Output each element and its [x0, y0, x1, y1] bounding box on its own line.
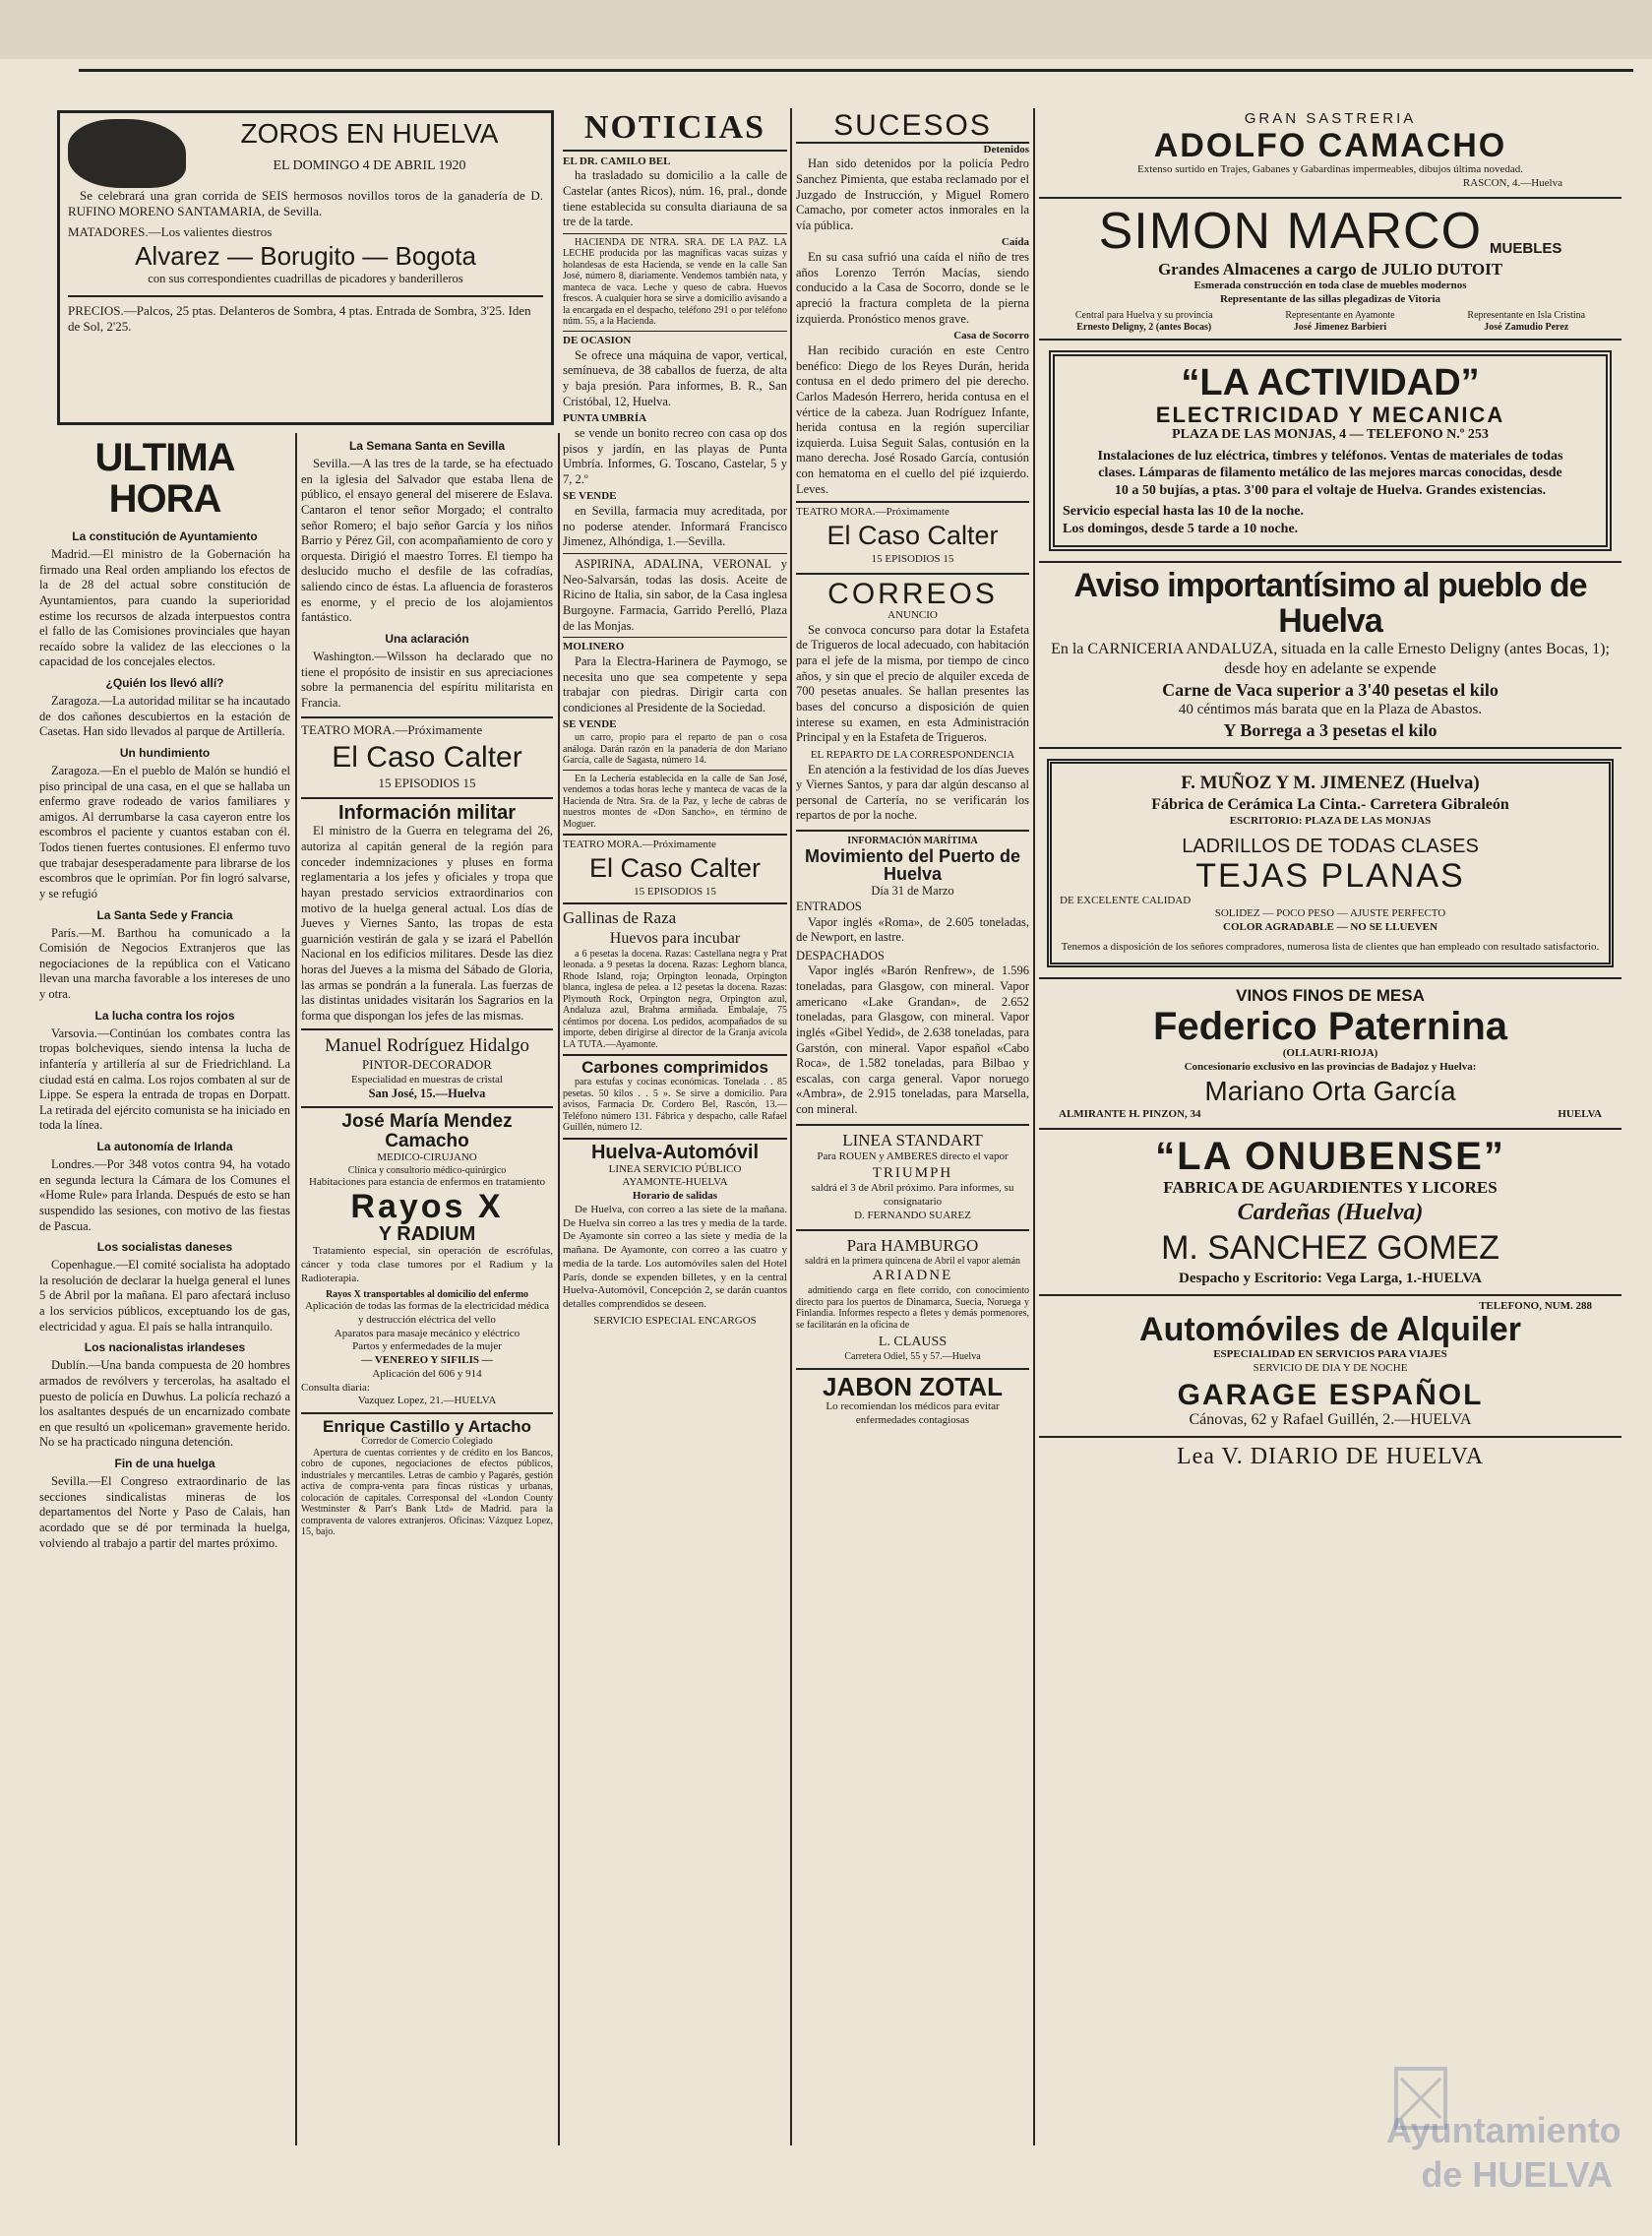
standart-ad [796, 1124, 1029, 1223]
caso-calter-2: El Caso Calter [588, 852, 762, 883]
toros-date: EL DOMINGO 4 DE ABRIL 1920 [273, 158, 466, 174]
ultima-hora-column [39, 433, 290, 2145]
entrados-heading: ENTRADOS [796, 899, 862, 913]
despachados-text: Vapor inglés «Barón Renfrew», de 1.596 toneladas, para Glasgow, con mineral. Vapor americano «Lake Grandan», de 2.652 toneladas, para Glasgow, con mineral. Vapor inglés «Gibel Yedid», de 2.638 toneladas, para Garstón, con mineral. Vapor español «Cabo Roca», de 1.582 toneladas, para Bilbao y escalas, con carga general. Vapor noruego «Ambra», de 2.915 toneladas, para Marsella, con mineral. [796, 963, 1029, 1117]
column-divider [295, 433, 297, 2145]
rouen-text: Para ROUEN y AMBERES directo el vapor [817, 1149, 1009, 1162]
toros-precios: PRECIOS.—Palcos, 25 ptas. Delanteros de Sombra, 4 ptas. Entrada de Sombra, 3'25. Iden de Sol, 2'25. [68, 295, 543, 336]
castillo-ad [301, 1412, 553, 1537]
rayos-domicilio: Rayos X transportables al domicilio del enfermo [325, 1288, 529, 1300]
hamburgo-text: saldrá en la primera quincena de Abril el vapor alemán [804, 1255, 1021, 1267]
ladrillos: LADRILLOS DE TODAS CLASES [1182, 835, 1479, 857]
munoz-jimenez: F. MUÑOZ Y M. JIMENEZ (Huelva) [1181, 773, 1480, 794]
medico-title: MEDICO-CIRUJANO [377, 1150, 477, 1163]
vinos-ad [1039, 977, 1621, 1123]
noticias-title: NOTICIAS [563, 110, 787, 152]
central-label: Central para Huelva y su provincia [1074, 310, 1213, 322]
noticias-column [563, 110, 787, 2147]
linea-servicio: LINEA SERVICIO PÚBLICO [608, 1162, 742, 1175]
ollauri: (OLLAURI-RIOJA) [1282, 1046, 1378, 1059]
onubense-ad [1039, 1128, 1621, 1288]
ocasion-text: Se ofrece una máquina de vapor, vertical, semínueva, de 38 caballos de fuerza, de alta y baja presión. Para informes, B. R., San Cristóbal, 12, Huelva. [563, 347, 787, 408]
toros-ad [57, 110, 554, 425]
gallinas-text: a 6 pesetas la docena. Razas: Castellana negra y Prat leonada. a 9 pesetas la docena. Razas: Leghorn blanca, Rhode Island, roja; Orpington leonada, Orpington blanca, inglesa de pelea. a 12 pesetas la docena. Razas: Plymouth Rock, Orpington negra, Orpington azul, Andaluza azul, Brahma armiñada. Embalaje, 75 céntimos por docena. Los pedidos, acompañados de su importe, deben dirigirse al director de la Granja avícola LA TUTA.—Ayamonte. [563, 948, 787, 1050]
telefono: TELEFONO, NUM. 288 [1479, 1299, 1592, 1312]
rayos-x: Rayos X [350, 1187, 504, 1225]
aclaracion-text: Washington.—Wilsson ha declarado que no tiene el propósito de insistir en sus apreciaciones sobre la permanencia del espíritu militarista en Francia. [301, 649, 553, 710]
despachados-heading: DESPACHADOS [796, 948, 885, 963]
lea-diario [1039, 1436, 1621, 1471]
jabon-ad [796, 1368, 1029, 1428]
hamburgo-ad [796, 1229, 1029, 1363]
onubense: “LA ONUBENSE” [1155, 1135, 1505, 1179]
info-militar-heading: Información militar [337, 802, 517, 825]
column-divider [1033, 108, 1035, 2145]
carbones-ad [563, 1054, 787, 1133]
ocasion-heading: DE OCASION [563, 331, 787, 348]
fabrica-ceramica: Fábrica de Cerámica La Cinta.- Carretera Gibraleón [1151, 796, 1509, 814]
correos-text: Se convoca concurso para dotar la Estafeta de Trigueros de local adecuado, con habitación para el jefe de la misma, por tiempo de cinco años, y sin que el precio de alquiler exceda de 700 pesetas anuales. Se hallan presentes las bases del concurso a disposición de quien interese su examen, en esta Administración Principal y en la Estafeta de Trigueros. [796, 622, 1029, 745]
carniceria-text: En la CARNICERIA ANDALUZA, situada en la calle Ernesto Deligny (antes Bocas, 1); desde hoy en adelante se expende [1051, 640, 1610, 677]
horario-heading: Horario de salidas [632, 1190, 718, 1203]
sucursal1-addr: José Jimenez Barbieri [1293, 321, 1387, 333]
representante: Representante de las sillas plegadizas de Vitoria [1219, 292, 1441, 305]
ultima-title: ULTIMA HORA [94, 436, 235, 521]
serv-dia: SERVICIO DE DIA Y DE NOCHE [1253, 1361, 1408, 1374]
bull-icon [68, 119, 186, 188]
ultima-s5-heading: La lucha contra los rojos [94, 1008, 235, 1023]
ultima-s9: Sevilla.—El Congreso extraordinario de las secciones sindicalistas mineras de los departamentos del Norte y Paso de Calais, han acordado que se dé por terminada la huelga, volviendo al trabajo a partir del martes próximo. [39, 1474, 290, 1550]
escritorio: ESCRITORIO: PLAZA DE LAS MONJAS [1229, 815, 1432, 828]
ultima-s8: Dublín.—Una banda compuesta de 20 hombres armados de revólvers y tercerolas, ha asaltado el puesto de policía en Duwhus. La policía rechazó a los asaltantes después de un encarnizado combate en que resultó un «policeman» gravemente herido. No se ha practicado ninguna detención. [39, 1358, 290, 1450]
automovil-ad [563, 1138, 787, 1329]
especialidad: ESPECIALIDAD EN SERVICIOS PARA VIAJES [1213, 1348, 1447, 1361]
teatro-ad [301, 716, 553, 791]
aplic-606: Aplicación del 606 y 914 [372, 1367, 482, 1380]
anuncio-heading: ANUNCIO [887, 609, 938, 621]
vinos: VINOS FINOS DE MESA [1236, 985, 1425, 1005]
actividad-title: “LA ACTIVIDAD” [1181, 362, 1480, 404]
automoviles: Automóviles de Alquiler [1139, 1311, 1521, 1349]
semana-heading: La Semana Santa en Sevilla [348, 439, 506, 453]
sucesos-title: SUCESOS [796, 110, 1029, 144]
almacenes: Grandes Almacenes a cargo de JULIO DUTOIT [1157, 259, 1503, 279]
ultima-s2: Zaragoza.—La autoridad militar se ha incautado de dos cañones descubiertos en la estación de Casetas. Han sido llevados al parque de Artillería. [39, 694, 290, 739]
ultima-s7-heading: Los socialistas daneses [96, 1240, 233, 1255]
ultima-s8-heading: Los nacionalistas irlandeses [84, 1340, 246, 1355]
concesionario: Concesionario exclusivo en las provincias de Badajoz y Huelva: [1184, 1060, 1477, 1073]
carne-vaca: Carne de Vaca superior a 3'40 pesetas el kilo [1162, 679, 1499, 700]
color: COLOR AGRADABLE — NO SE LLUEVEN [1223, 921, 1438, 934]
sastreria-ad [1039, 110, 1621, 199]
tejas-planas: TEJAS PLANAS [1195, 856, 1465, 895]
tratamiento: Tratamiento especial, sin operación de escrófulas, cáncer y toda clase tumores por el Radium y la Radioterapia. [301, 1245, 553, 1284]
radium: Y RADIUM [378, 1223, 476, 1246]
aplicacion: Aplicación de todas las formas de la electricidad médica y destrucción eléctrica del vello [304, 1300, 549, 1326]
molinero-text: Para la Electra-Harinera de Paymogo, se necesita uno que sea competente y sepa trabajar con piedras. Dirigir carta con condiciones al Presidente de la Sociedad. [563, 653, 787, 714]
ariadne: ARIADNE [872, 1268, 953, 1284]
paternina: Federico Paternina [1152, 1004, 1508, 1048]
sucesos-column [796, 110, 1029, 2147]
medico-clinica: Clínica y consultorio médico-quirúrgico [347, 1164, 507, 1176]
standart-title: LINEA STANDART [842, 1130, 983, 1149]
ultima-s6-heading: La autonomía de Irlanda [96, 1140, 233, 1153]
medico-ad [301, 1106, 553, 1408]
aviso-title: Aviso importantísimo al pueblo de Huelva [1073, 567, 1587, 640]
hamburgo-title: Para HAMBURGO [846, 1235, 979, 1255]
column-divider [558, 433, 560, 2145]
teatro-label-3: TEATRO MORA.—Próximamente [796, 506, 949, 519]
medico-habitaciones: Habitaciones para estancia de enfermos en tratamiento [308, 1176, 546, 1188]
ultima-s5: Varsovia.—Continúan los combates contra las tropas bolcheviques, siendo intensa la lucha de infantería y artillería al sur de Friedrichland. La ciudad está en calma. Los rojos combaten al sur de Lippe. Se espera la entrada de tropas en Dorpatt. La retirada del ejército comunista se ha iniciado en toda la línea. [39, 1025, 290, 1133]
actividad-ad [1049, 350, 1612, 551]
hacienda-text: HACIENDA DE NTRA. SRA. DE LA PAZ. LA LECHE producida por las magníficas vacas suizas y holandesas de esta Hacienda, se vende en la calle San José, número 8, diariamente. Vendemos también nata, y manteca de vaca. Leche y queso de cabra. Huevos frescos. A cualquier hora se sirve a domicilio avisando a la encargada en el despacho, teléfono 291 o por teléfono núm. 55, a la Hacienda. [563, 233, 787, 328]
episodios: 15 EPISODIOS 15 [378, 776, 476, 791]
masaje: Aparatos para masaje mecánico y eléctrico [334, 1327, 520, 1339]
sucursal1-label: Representante en Ayamonte [1285, 310, 1395, 322]
canovas: Cánovas, 62 y Rafael Guillén, 2.—HUELVA [1189, 1411, 1472, 1429]
ultima-s4-heading: La Santa Sede y Francia [96, 907, 233, 922]
castillo-title: Corredor de Comercio Colegiado [361, 1436, 493, 1448]
horario-text: De Huelva, con correo a las siete de la mañana. De Huelva sin correo a las tres y media de la tarde. De Ayamonte sin correo a las siete y media de la mañana. De Ayamonte, con correo a las cuatro y media de la tarde. Los automóviles salen del Hotel París, donde se expenden billetes, y en la central Huelva-Automóvil, Concepción 2, se darán cuantos detalles comprendidos se deseen. [563, 1203, 787, 1311]
plaza-monjas: PLAZA DE LAS MONJAS, 4 — TELEFONO N.º 253 [1172, 427, 1489, 443]
garage-ad [1039, 1294, 1621, 1430]
borrega: Y Borrega a 3 pesetas el kilo [1223, 719, 1438, 740]
orta-garcia: Mariano Orta García [1204, 1076, 1456, 1107]
aspirina-text: ASPIRINA, ADALINA, VERONAL y Neo-Salvarsán, todas las dosis. Aceite de Ricino de Italia, sin sabor, de la Casa inglesa Burgoyne. Farmacia, Garrido Perelló, Plaza de las Monjas. [563, 553, 787, 634]
saldra-text: saldrá el 3 de Abril próximo. Para informes, su consignatario [811, 1182, 1014, 1209]
caida-heading: Caída [1001, 236, 1029, 249]
teatro-ad-3 [796, 501, 1029, 566]
caso-calter-3: El Caso Calter [826, 521, 999, 550]
sastreria: GRAN SASTRERIA [1244, 110, 1417, 127]
camilo-text: ha trasladado su domicilio a la calle de Castelar (antes Ricos), núm. 16, pral., donde tiene establecida su consulta diariauna de sa tre de la tarde. [563, 168, 787, 229]
gallinas-title: Gallinas de Raza [563, 908, 677, 928]
electricidad: ELECTRICIDAD Y MECANICA [1155, 403, 1505, 428]
carbones-text: para estufas y cocinas económicas. Tonelada . . 85 pesetas. 50 kilos . . 5 ». Se sirve a domicilio. Para avisos, Farmacia Dr. Cordero Bel, Rascón, 13.—Teléfono número 131. Fábrica y despacho, calle Rafael Guillén, número 12. [563, 1077, 787, 1134]
castillo-text: Apertura de cuentas corrientes y de crédito en los Bancos, cobro de cupones, negociaciones de efectos públicos, industriales y mercantiles. Letras de cambio y Pagarés, gestión activa de compra-venta para fincas rústicas y urbanas, colocación de capitales. Corresponsal del «London County Westminster & Parr's Bank Ltd» de Madrid. para la compraventa de valores extranjeros. Oficinas: Vázquez Lopez, 15, bajo. [301, 1447, 553, 1538]
toros-matadores: MATADORES.—Los valientes diestros [68, 223, 273, 239]
medico-name: José María Mendez Camacho [341, 1110, 513, 1151]
top-rule [79, 69, 1633, 72]
dia-marzo: Día 31 de Marzo [871, 884, 954, 899]
caida-text: En su casa sufrió una caída el niño de tres años Lorenzo Terrón Macías, siendo conducido a la Casa de Socorro, donde se le apreció la fractura completa de la pierna izquierda. Pronóstico menos grave. [796, 250, 1029, 326]
episodios-2: 15 EPISODIOS 15 [634, 885, 716, 898]
movimiento-title: Movimiento del Puerto de Huelva [804, 845, 1021, 885]
pintor-address: San José, 15.—Huelva [368, 1087, 486, 1101]
info-militar-text: El ministro de la Guerra en telegrama del 26, autoriza al capitán general de la región para conceder indemnizaciones y pluses en forma reglamentaria a los jefes y oficiales y tropa que hayan prestado servicios extraordinarios con motivo de la huelga general actual. Los días de Jueves y Viernes Santo, las tropas de esta guarnición vestirán de gala y se izará el Pabellón Nacional en los edificios militares. Desde las diez horas del Jueves a la misma del Sábado de Gloria, las armas se pondrán a la funerala. Las fuerzas de las distintas unidades visitarán los Sagrarios en la forma que dispongan los jefes de las mismas. [301, 824, 553, 1023]
paper-edge [0, 0, 1652, 59]
column-divider [790, 108, 792, 2145]
ultima-s3: Zaragoza.—En el pueblo de Malón se hundió el piso principal de una casa, en el que se hallaba un enfermo grave rodeado de varios familiares y amigos. Al derrumbarse la casa cayeron entre los escombros el paciente y cuantos estaban con él. Todos tienen fuertes contusiones. El enfermo tuvo que trabajar desesperadamente para librarse de los escombros que le oprimían. Por fin logró salvarse, y se refugió [39, 763, 290, 901]
suarez: D. FERNANDO SUAREZ [854, 1209, 971, 1221]
gallinas-ad [563, 902, 787, 1050]
solidez: SOLIDEZ — POCO PESO — AJUSTE PERFECTO [1214, 907, 1446, 920]
camilo-heading: EL DR. CAMILO BEL [563, 155, 671, 167]
muebles: MUEBLES [1490, 239, 1562, 257]
venereo: — VENEREO Y SIFILIS — [361, 1354, 493, 1367]
punta-text: se vende un bonito recreo con casa op dos pisos y jardín, en las playas de Punta Umbría. Informes, G. Toscano, Castelar, 5 y 7, 2.º [563, 425, 787, 486]
centimos: 40 céntimos más barata que en la Plaza de Abastos. [1178, 702, 1483, 718]
partos: Partos y enfermedades de la mujer [352, 1340, 502, 1353]
ultima-s3-heading: Un hundimiento [119, 745, 211, 760]
reparto-heading: EL REPARTO DE LA CORRESPONDENCIA [810, 748, 1015, 761]
sucursal2-label: Representante en Isla Cristina [1467, 310, 1586, 322]
teatro-label-2: TEATRO MORA.—Próximamente [563, 838, 716, 851]
detenidos-heading: Detenidos [983, 143, 1029, 155]
clauss: L. CLAUSS [878, 1335, 948, 1350]
pintor-ad [301, 1028, 553, 1102]
sucursal2-addr: José Zamudio Perez [1484, 321, 1569, 333]
toros-cuadrillas: con sus correspondientes cuadrillas de picadores y banderilleros [148, 272, 463, 286]
correos-title: CORREOS [827, 577, 998, 610]
socorro-heading: Casa de Socorro [953, 330, 1029, 342]
vende-heading: SE VENDE [563, 490, 617, 503]
toros-text: Se celebrará una gran corrida de SEIS hermosos novillos toros de la ganadería de D. RUFINO MORENO SANTAMARIA, de Sevilla. [68, 188, 543, 219]
ultima-s9-heading: Fin de una huelga [114, 1457, 215, 1470]
socorro-text: Han recibido curación en este Centro benéfico: Diego de los Reyes Durán, herida contusa en el dedo primero del pie derecho. Carlos Madesón Herrero, herida contusa en el vértice de la cabeza. Juan Rodríguez Infante, herida contusa en la región superciliar izquierda. Luisa Seguit Salas, contusión en la mano derecha. José Rosado García, contusión con hematoma en el cuello del pié izquierdo. Leves. [796, 343, 1029, 496]
entrados-text: Vapor inglés «Roma», de 2.605 toneladas, de Newport, en lastre. [796, 914, 1029, 945]
watermark-text: Ayuntamiento de HUELVA [1386, 2110, 1621, 2195]
huevos-title: Huevos para incubar [609, 929, 741, 947]
central-addr: Ernesto Deligny, 2 (antes Bocas) [1076, 321, 1212, 333]
simon-marco: SIMON MARCO [1098, 202, 1483, 260]
teatro-ad-2 [563, 834, 787, 899]
ultima-s4: París.—M. Barthou ha comunicado a la Comisión de Negocios Extranjeros que las negociaciones de la república con el Vaticano llevan una marcha favorable a los intereses de uno y otra. [39, 925, 290, 1001]
semana-text: Sevilla.—A las tres de la tarde, se ha efectuado en la iglesia del Salvador que estaba llena de público, el ensayo general del miserere de Eslava. Cantaron el tenor señor Morgado; el contralto señor Romero; el bajo señor García y los niños Barrio y Pérez Gil, con acompañamiento de coro y orquesta. Dirigió el maestro Torres. El tiempo ha deslucido mucho el desfile de las cofradías, saliendo cinco de éstas. La afluencia de forasteros es enorme, y el precio de los alojamientos fantástico. [301, 457, 553, 625]
reparto-text: En atención a la festividad de los días Jueves y Viernes Santos, y para dar algún descanso al personal de Cartería, no se verificarán los repartos de por la noche. [796, 762, 1029, 823]
almirante: ALMIRANTE H. PINZON, 34 [1059, 1108, 1201, 1121]
carretera: Carretera Odiel, 55 y 57.—Huelva [844, 1350, 981, 1362]
carbones-title: Carbones comprimidos [581, 1058, 768, 1078]
ultima-s6: Londres.—Por 348 votos contra 94, ha votado en segunda lectura la Cámara de los Comunes el «Home Rule» para Irlanda. Después de esto se han suspendido las sesiones, con motivo de las fiestas de Pascua. [39, 1157, 290, 1233]
ceramica-ad [1047, 759, 1614, 966]
carniceria-ad [1039, 561, 1621, 749]
lecheria-text: En la Lechería establecida en la calle de San José, vendemos a todas horas leche y manteca de vacas de la Hacienda de Ntra. Sra. de la Paz, y leche de cabras de nuestros montes de «Don Sancho», en término de Moguer. [563, 770, 787, 831]
cardenas: Cardeñas (Huelva) [1237, 1200, 1424, 1226]
caso-calter: El Caso Calter [332, 740, 522, 774]
ultima-s1: Madrid.—El ministro de la Gobernación ha firmado una Real orden ampliando los efectos de la de 28 del actual sobre constitución de Ayuntamientos, para cuando la superioridad estime los recursos de alzada interpuestos contra el fallo de las Comisiones provinciales que hayan recaído sobre la validez de las elecciones o la capacidad de los concejales electos. [39, 547, 290, 669]
domingos: Los domingos, desde 5 tarde a 10 noche. [1063, 521, 1299, 536]
teatro-label: TEATRO MORA.—Próximamente [301, 722, 483, 738]
esmerada: Esmerada construcción en toda clase de muebles modernos [1193, 279, 1467, 291]
punta-heading: PUNTA UMBRÍA [563, 412, 647, 425]
servicio-especial: Servicio especial hasta las 10 de la noche. [1063, 504, 1304, 520]
servicio-especial: SERVICIO ESPECIAL ENCARGOS [593, 1314, 757, 1327]
toros-names: Alvarez — Borugito — Bogota [135, 240, 476, 271]
vazquez-address: Vazquez Lopez, 21.—HUELVA [357, 1395, 497, 1407]
ariadne-text: admitiendo carga en flete corrido, con conocimiento directo para los puertos de Dinamarca, Suecia, Noruega y Finlandia. Informes respecto a fletes y demás pormenores, se facilitarán en la oficina de [796, 1285, 1029, 1331]
castillo-name: Enrique Castillo y Artacho [323, 1417, 531, 1437]
aclaracion-heading: Una aclaración [385, 631, 469, 646]
aguardientes: FABRICA DE AGUARDIENTES Y LICORES [1163, 1178, 1498, 1198]
ultima-s1-heading: La constitución de Ayuntamiento [72, 529, 258, 543]
triumph: TRIUMPH [872, 1164, 953, 1181]
garage-espanol: GARAGE ESPAÑOL [1177, 1378, 1484, 1411]
jabon-text: Lo recomiendan los médicos para evitar enfermedades contagiosas [826, 1400, 1000, 1427]
detenidos-text: Han sido detenidos por la policía Pedro Sanchez Pimienta, que estaba reclamado por el Juzgado de Instrucción, y Miguel Romero Camacho, por cometer actos inmorales en la vía pública. [796, 156, 1029, 232]
vende-text: en Sevilla, farmacia muy acreditada, por no poderse atender. Informará Francisco Jimenez, Alhóndiga, 1.—Sevilla. [563, 504, 787, 549]
jabon-title: JABON ZOTAL [823, 1372, 1003, 1402]
despacho: Despacho y Escritorio: Vega Larga, 1.-HUELVA [1179, 1270, 1482, 1286]
sanchez-gomez: M. SANCHEZ GOMEZ [1161, 1229, 1499, 1268]
toros-title: ZOROS EN HUELVA [240, 118, 499, 149]
vende2-heading: SE VENDE [563, 718, 617, 731]
pintor-title: PINTOR-DECORADOR [362, 1057, 492, 1073]
consulta: Consulta diaria: [301, 1381, 370, 1394]
ayamonte-huelva: AYAMONTE-HUELVA [622, 1176, 728, 1189]
molinero-heading: MOLINERO [563, 637, 787, 654]
rascon: RASCON, 4.—Huelva [1462, 177, 1562, 190]
simon-marco-ad [1039, 199, 1621, 341]
vende2-text: un carro, propio para el reparto de pan o cosa análoga. Darán razón en la panadería de don Mariano García, calle de Sagasta, número 14. [563, 732, 787, 767]
huelva-label: HUELVA [1558, 1108, 1602, 1121]
ultima-s2-heading: ¿Quién los llevó allí? [105, 676, 224, 690]
adolfo-camacho: ADOLFO CAMACHO [1153, 126, 1507, 164]
surtido: Extenso surtido en Trajes, Gabanes y Gabardinas impermeables, dibujos última novedad. [1137, 163, 1523, 176]
episodios-3: 15 EPISODIOS 15 [871, 552, 954, 565]
calidad: DE EXCELENTE CALIDAD [1060, 894, 1192, 906]
instalaciones: Instalaciones de luz eléctrica, timbres y teléfonos. Ventas de materiales de todas clases. Lámparas de filamento metálico de las mejores marcas conocidas, desde 10 a 50 bujías, a ptas. 3'00 para el voltaje de Huelva. Grandes existencias. [1097, 448, 1563, 498]
maritima-heading: INFORMACIÓN MARÍTIMA [847, 836, 978, 846]
pintor-name: Manuel Rodríguez Hidalgo [325, 1034, 529, 1056]
tenemos: Tenemos a disposición de los señores compradores, numerosa lista de clientes que han empleado con resultado satisfactorio. [1061, 940, 1600, 953]
ultima-s7: Copenhague.—El comité socialista ha adoptado la resolución de declarar la huelga general el lunes 5 de Abril por la mañana. El paro afectará incluso a los servicios públicos, exceptuando los de gas, electricidad y agua. El país se halla intranquilo. [39, 1258, 290, 1334]
pintor-especialidad: Especialidad en muestras de cristal [351, 1073, 503, 1086]
automovil-title: Huelva-Automóvil [590, 1141, 760, 1163]
column-two [301, 433, 553, 2145]
lea-text: Lea V. DIARIO DE HUELVA [1176, 1444, 1485, 1470]
ads-column [1039, 110, 1621, 2147]
